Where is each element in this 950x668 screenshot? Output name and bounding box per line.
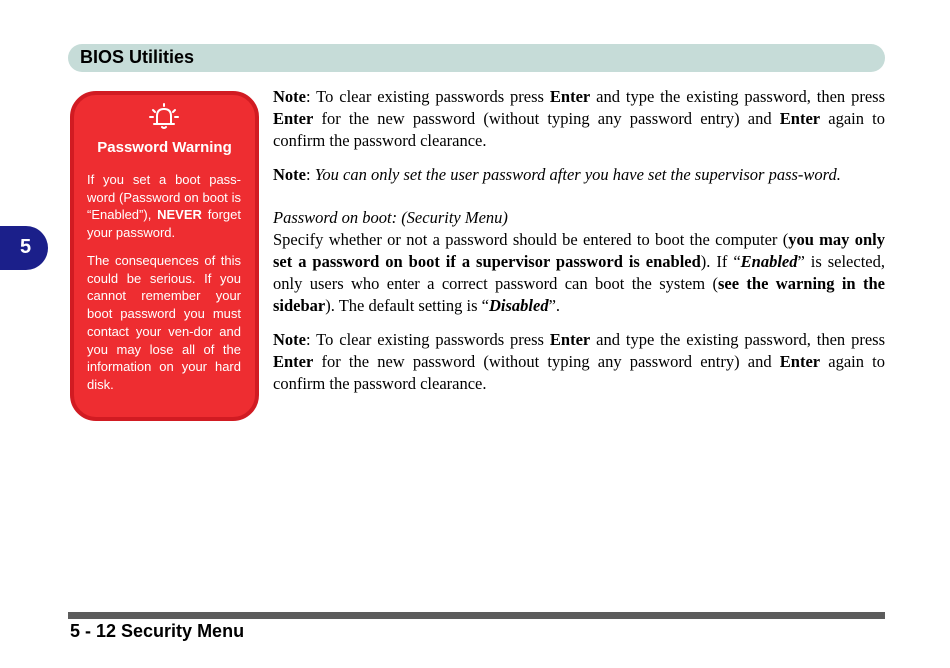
text: : To clear existing passwords press xyxy=(305,87,550,106)
emphasis: you may only set a password on boot if a supervisor password is enabled xyxy=(273,230,885,271)
text: and type the existing password, then press xyxy=(590,330,886,349)
warning-paragraph-2: The consequences of this could be serious. If you cannot remember your boot password you must contact your ven-dor and you may lose all of the information on your hard disk. xyxy=(87,253,241,392)
warning-paragraph-1 xyxy=(87,171,241,242)
chapter-number: 5 xyxy=(20,236,32,258)
text: : xyxy=(305,165,311,184)
warning-emphasis: NEVER xyxy=(157,207,202,223)
note-paragraph xyxy=(273,329,885,395)
note-label: Note xyxy=(273,87,306,106)
warning-bell-icon xyxy=(147,102,181,132)
note-label: Note xyxy=(273,165,306,184)
key-name: Enter xyxy=(273,352,314,371)
footer-rule xyxy=(68,612,885,619)
main-content xyxy=(273,86,885,407)
text: ” is selected, only users who enter a correct password can boot the system ( xyxy=(273,252,885,293)
warning-text: If you set a boot pass-word (Password on boot is “Enabled”), xyxy=(87,172,241,223)
note-paragraph xyxy=(273,164,885,186)
text: for the new password (without typing any password entry) and xyxy=(313,352,780,371)
text: ). If “ xyxy=(700,252,741,271)
body-paragraph xyxy=(273,229,885,317)
text: : To clear existing passwords press xyxy=(305,330,550,349)
key-name: Enter xyxy=(779,109,821,128)
option-name: Disabled xyxy=(489,296,549,315)
warning-title: Password Warning xyxy=(97,139,232,156)
key-name: Enter xyxy=(549,87,591,106)
footer-page-label: 5 - 12 Security Menu xyxy=(70,621,245,641)
key-name: Enter xyxy=(549,330,591,349)
key-name: Enter xyxy=(273,109,314,128)
italic-note-text: You can only set the user password after you have set the supervisor pass-word. xyxy=(314,165,841,184)
text: for the new password (without typing any password entry) and xyxy=(313,109,780,128)
emphasis: see the warning in the sidebar xyxy=(273,274,885,315)
note-label: Note xyxy=(273,330,306,349)
note-paragraph xyxy=(273,86,885,152)
page-title: BIOS Utilities xyxy=(80,47,195,67)
key-name: Enter xyxy=(779,352,821,371)
section-heading: Password on boot: (Security Menu) xyxy=(273,208,508,227)
text: ”. xyxy=(548,296,561,315)
text: and type the existing password, then press xyxy=(590,87,886,106)
text: again to confirm the password clearance. xyxy=(273,352,885,393)
text: again to confirm the password clearance. xyxy=(273,109,885,150)
text: Specify whether or not a password should be entered to boot the computer ( xyxy=(273,230,789,249)
option-name: Enabled xyxy=(740,252,798,271)
warning-text: forget your password. xyxy=(87,207,241,241)
text: ). The default setting is “ xyxy=(325,296,490,315)
